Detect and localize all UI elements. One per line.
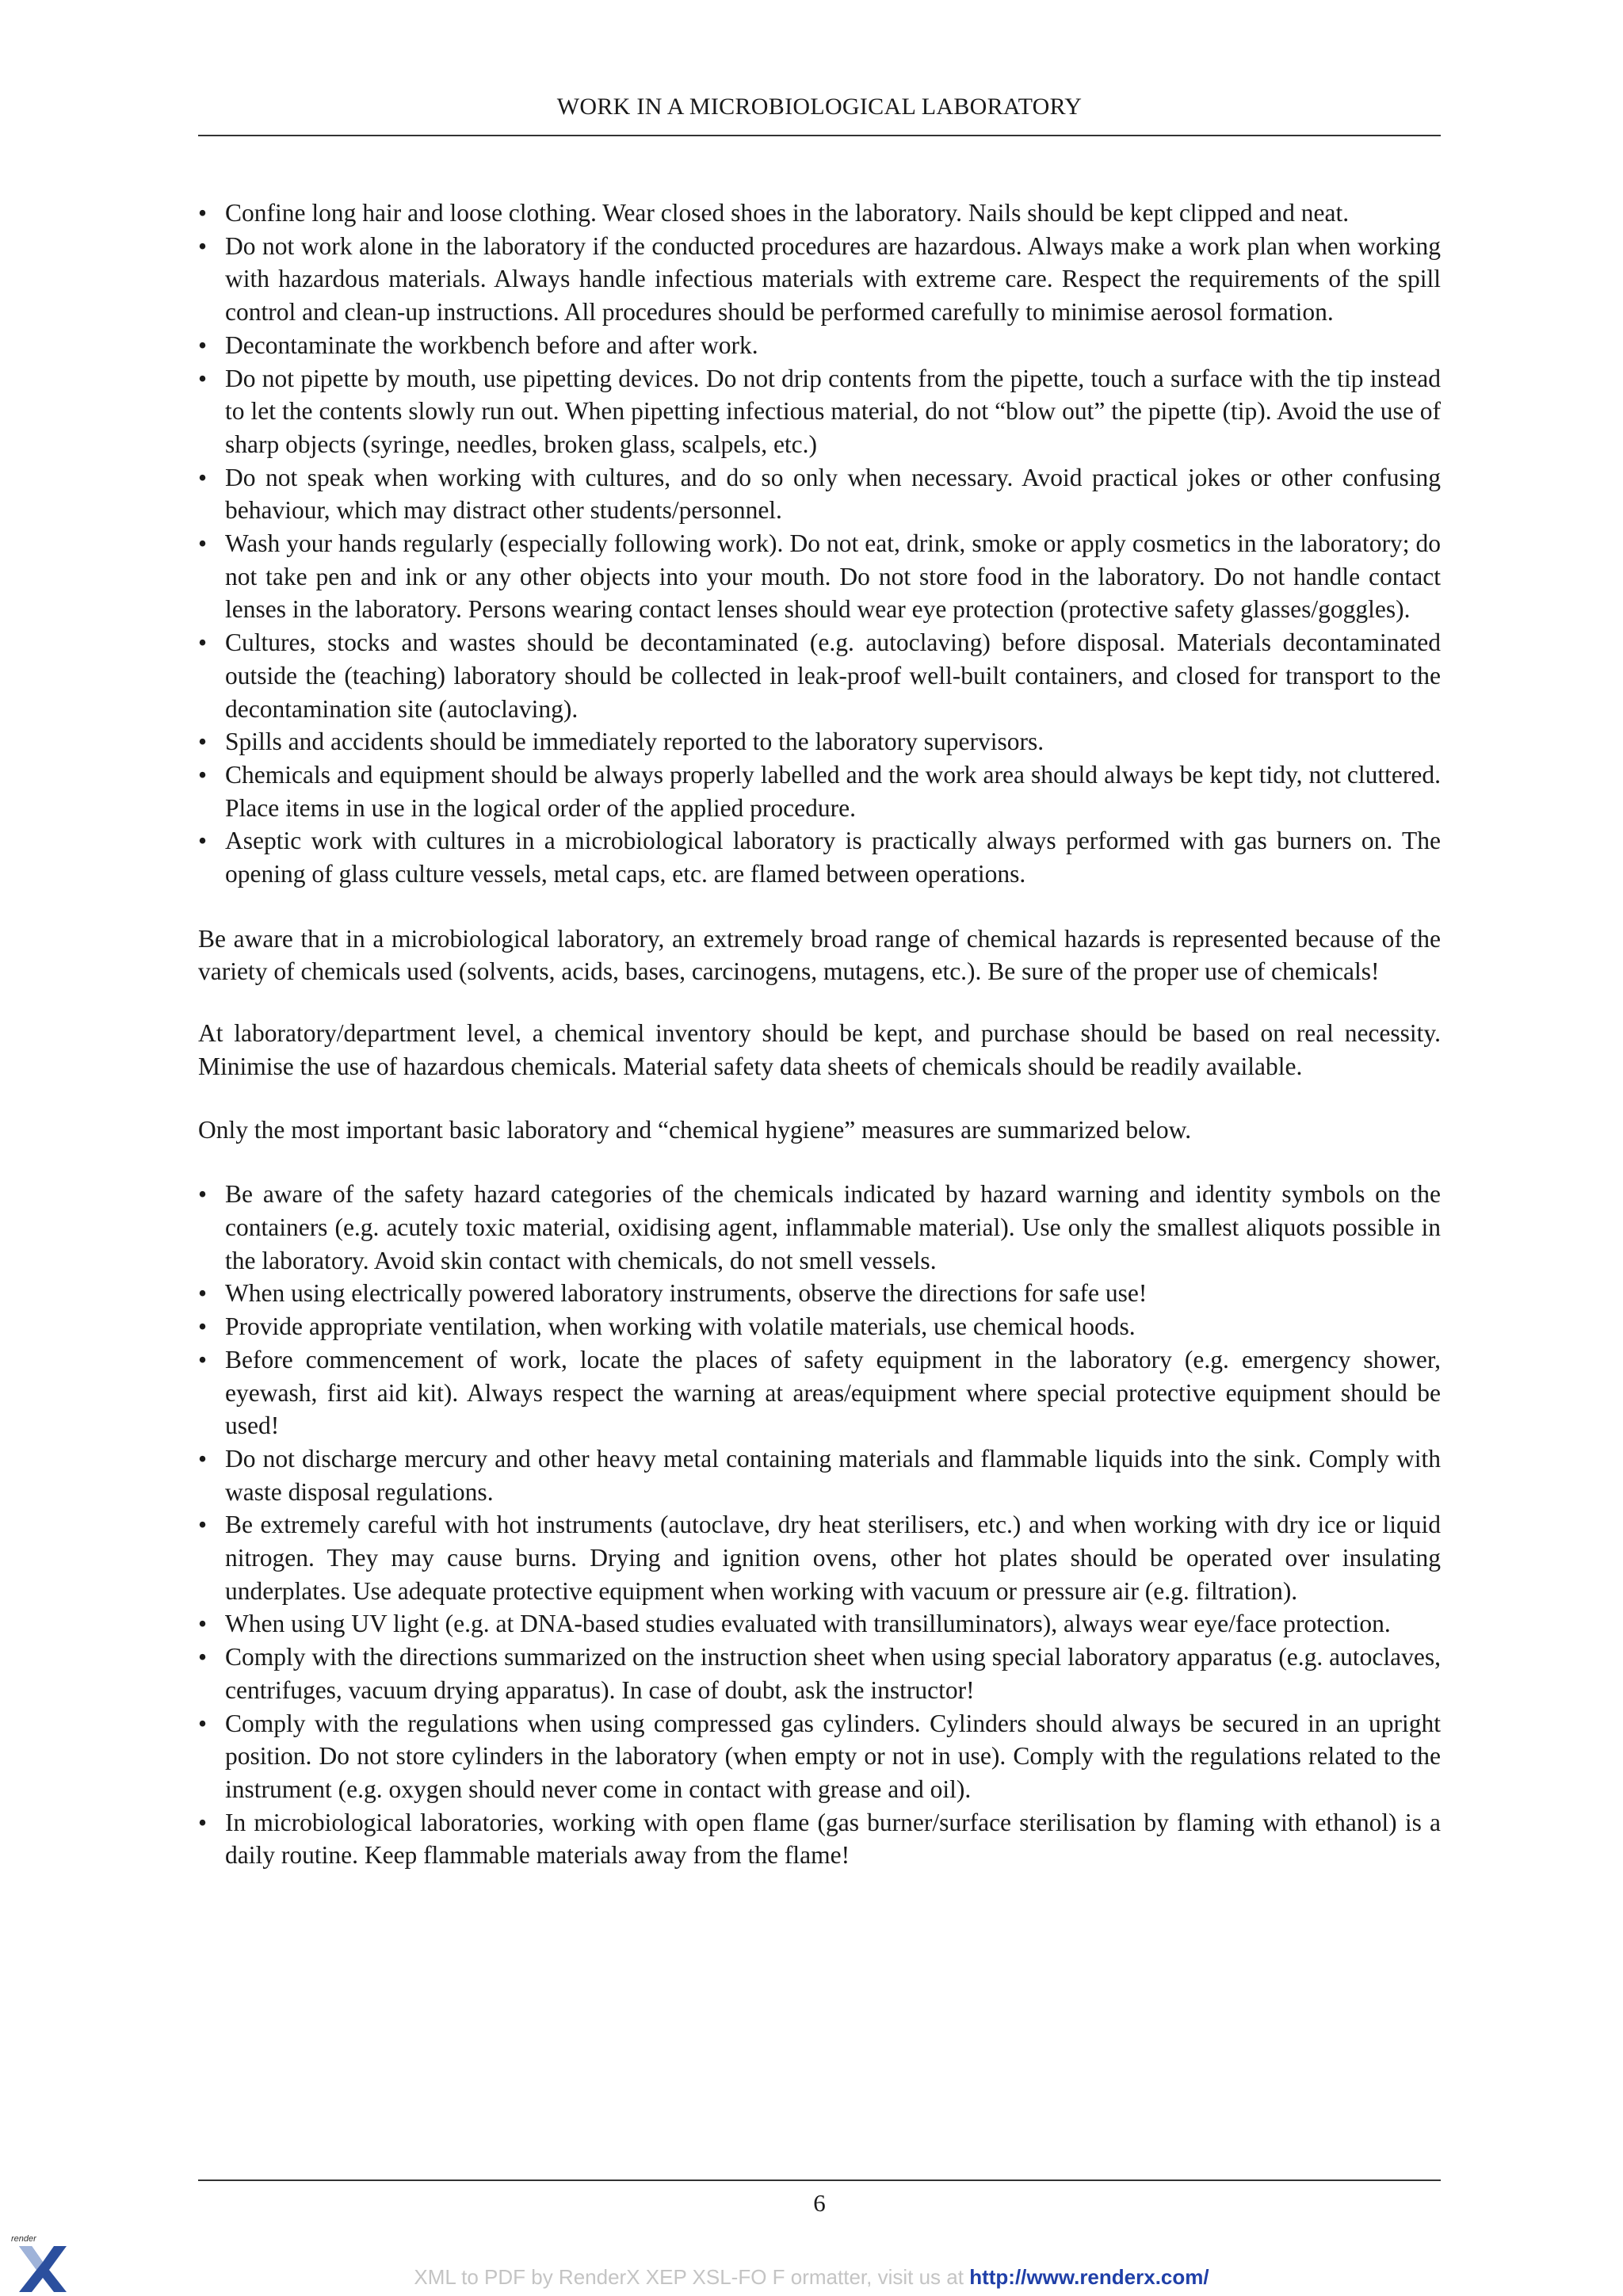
footer-note <box>0 2265 1623 2290</box>
list-item: • In microbiological laboratories, working with open flame (gas burner/surface sterilisation by flaming with ethanol) is a daily routine. Keep flammable materials away from the flame! <box>198 1806 1441 1872</box>
paragraph-summary-intro: Only the most important basic laboratory and “chemical hygiene” measures are summarized below. <box>198 1115 1192 1144</box>
list-item: • Confine long hair and loose clothing. Wear closed shoes in the laboratory. Nails should be kept clipped and neat. <box>198 197 1441 230</box>
svg-text:render: render <box>11 2234 36 2244</box>
page-body <box>198 197 1441 1872</box>
list-item: • Be extremely careful with hot instruments (autoclave, dry heat sterilisers, etc.) and when working with dry ice or liquid nitrogen. They may cause burns. Drying and ignition ovens, other hot plates should be operated over insulating underplates. Use adequate protective equipment when working with vacuum or pressure air (e.g. filtration). <box>198 1508 1441 1607</box>
list-item: • Do not discharge mercury and other heavy metal containing materials and flammable liquids into the sink. Comply with waste disposal regulations. <box>198 1442 1441 1508</box>
header-rule <box>198 135 1441 136</box>
footer-link[interactable]: http://www.renderx.com/ <box>969 2265 1209 2289</box>
list-item: • When using electrically powered laboratory instruments, observe the directions for safe use! <box>198 1277 1441 1310</box>
footer-text: XML to PDF by RenderX XEP XSL-FO F ormatter, visit us at <box>414 2265 964 2289</box>
lab-safety-list <box>198 197 1441 891</box>
list-item: • When using UV light (e.g. at DNA-based studies evaluated with transilluminators), always wear eye/face protection. <box>198 1607 1441 1641</box>
list-item: • Spills and accidents should be immediately reported to the laboratory supervisors. <box>198 725 1441 758</box>
list-item: • Comply with the directions summarized on the instruction sheet when using special laboratory apparatus (e.g. autoclaves, centrifuges, vacuum drying apparatus). In case of doubt, ask the instructor! <box>198 1641 1441 1706</box>
list-item: • Before commencement of work, locate the places of safety equipment in the laboratory (e.g. emergency shower, eyewash, first aid kit). Always respect the warning at areas/equipment where special protective equipment should be used! <box>198 1343 1441 1442</box>
list-item: • Cultures, stocks and wastes should be decontaminated (e.g. autoclaving) before disposal. Materials decontaminated outside the (teaching) laboratory should be collected in leak-proof well-built containers, and closed for transport to the decontamination site (autoclaving). <box>198 626 1441 725</box>
list-item: • Do not speak when working with cultures, and do so only when necessary. Avoid practical jokes or other confusing behaviour, which may distract other students/personnel. <box>198 461 1441 527</box>
page-number: 6 <box>813 2189 826 2217</box>
paragraph-chemical-inventory: At laboratory/department level, a chemical inventory should be kept, and purchase should be based on real necessity. Minimise the use of hazardous chemicals. Material safety data sheets of chemicals should be readily available. <box>198 1019 1441 1080</box>
running-header: WORK IN A MICROBIOLOGICAL LABORATORY <box>556 94 1083 120</box>
list-item: • Do not pipette by mouth, use pipetting devices. Do not drip contents from the pipette, touch a surface with the tip instead to let the contents slowly run out. When pipetting infectious material, do not “blow out” the pipette (tip). Avoid the use of sharp objects (syringe, needles, broken glass, scalpels, etc.) <box>198 362 1441 461</box>
list-item: • Do not work alone in the laboratory if the conducted procedures are hazardous. Always make a work plan when working with hazardous materials. Always handle infectious materials with extreme care. Respect the requirements of the spill control and clean-up instructions. All procedures should be performed carefully to minimise aerosol formation. <box>198 230 1441 329</box>
footer-rule <box>198 2179 1441 2181</box>
list-item: • Provide appropriate ventilation, when working with volatile materials, use chemical hoods. <box>198 1310 1441 1343</box>
list-item: • Aseptic work with cultures in a microbiological laboratory is practically always performed with gas burners on. The opening of glass culture vessels, metal caps, etc. are flamed between operations. <box>198 824 1441 890</box>
paragraph-chemical-hazards: Be aware that in a microbiological laboratory, an extremely broad range of chemical hazards is represented because of the variety of chemicals used (solvents, acids, bases, carcinogens, mutagens, etc.). Be sure of the proper use of chemicals! <box>198 924 1441 986</box>
list-item: • Chemicals and equipment should be always properly labelled and the work area should always be kept tidy, not cluttered. Place items in use in the logical order of the applied procedure. <box>198 758 1441 824</box>
chemical-hygiene-list <box>198 1178 1441 1872</box>
list-item: • Wash your hands regularly (especially following work). Do not eat, drink, smoke or apply cosmetics in the laboratory; do not take pen and ink or any other objects into your mouth. Do not store food in the laboratory. Do not handle contact lenses in the laboratory. Persons wearing contact lenses should wear eye protection (protective safety glasses/goggles). <box>198 527 1441 626</box>
list-item: • Be aware of the safety hazard categories of the chemicals indicated by hazard warning and identity symbols on the containers (e.g. acutely toxic material, oxidising agent, inflammable material). Use only the smallest aliquots possible in the laboratory. Avoid skin contact with chemicals, do not smell vessels. <box>198 1178 1441 1277</box>
list-item: • Comply with the regulations when using compressed gas cylinders. Cylinders should always be secured in an upright position. Do not store cylinders in the laboratory (when empty or not in use). Comply with the regulations related to the instrument (e.g. oxygen should never come in contact with grease and oil). <box>198 1707 1441 1806</box>
list-item: • Decontaminate the workbench before and after work. <box>198 329 1441 362</box>
